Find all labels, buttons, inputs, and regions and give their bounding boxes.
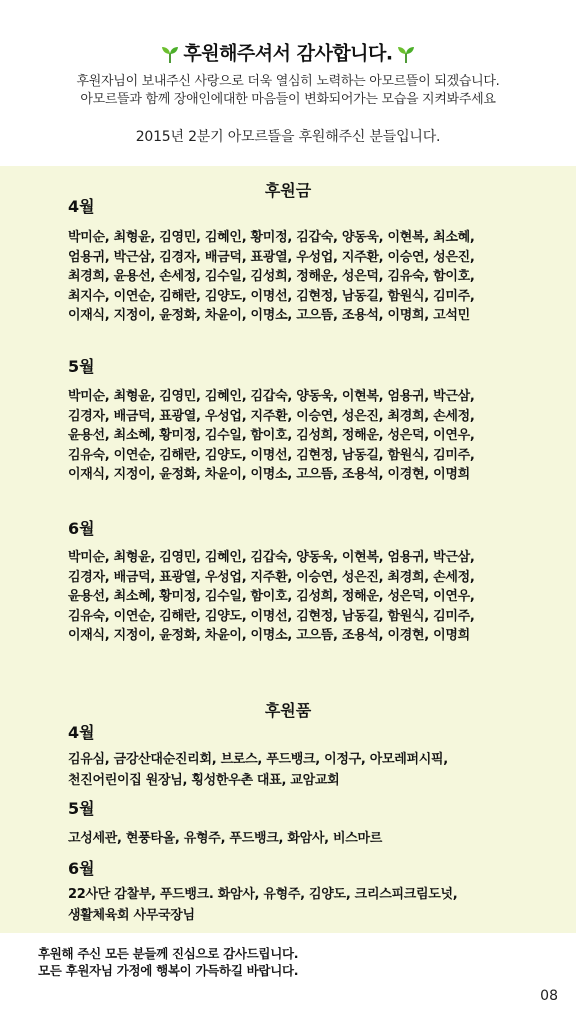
closing-line-2: 모든 후원자님 가정에 행복이 가득하길 바랍니다. bbox=[38, 963, 299, 978]
goods-june-names: 22사단 감찰부, 푸드뱅크. 화암사, 유형주, 김양도, 크리스피크림도넛, 생활체육회 사무국장님 bbox=[68, 887, 458, 923]
intro-line-2: 아모르뜰과 함께 장애인에대한 마음들이 변화되어가는 모습을 지켜봐주세요 bbox=[80, 92, 496, 107]
page-number: 08 bbox=[540, 988, 558, 1004]
closing-message bbox=[38, 945, 298, 979]
sprout-icon bbox=[396, 44, 416, 64]
donations-june-label: 6월 bbox=[68, 519, 95, 538]
donations-april-names: 박미순, 최형윤, 김영민, 김혜인, 황미정, 김갑숙, 양동욱, 이현복, 최소혜, 엄용귀, 박근삼, 김경자, 배금덕, 표광열, 우성업, 지주환, 이승연, 성은진, 최경희, 윤용선, 손세정, 김수일, 김성희, 정해운, 성은덕, 김유숙, 함이호, 최지수, 이연순, 김해란, 김양도, 이명선, 김현정, 남동길, 함원식, 김미주, 이재식, 지정이, 윤정화, 차윤이, 이명소, 고으뜸, 조용석, 이명희, 고석민 bbox=[68, 230, 475, 323]
goods-may-names: 고성세관, 현풍타올, 유형주, 푸드뱅크, 화암사, 비스마르 bbox=[68, 831, 382, 846]
goods-april-names: 김유심, 금강산대순진리회, 브로스, 푸드뱅크, 이정구, 아모레퍼시픽, 천진어린이집 원장님, 횡성한우촌 대표, 교암교회 bbox=[68, 752, 448, 788]
donations-april-label: 4월 bbox=[68, 197, 95, 216]
goods-heading: 후원품 bbox=[264, 701, 312, 720]
title-text: 후원해주셔서 감사합니다. bbox=[183, 42, 393, 65]
sprout-icon bbox=[160, 44, 180, 64]
closing-line-1: 후원해 주신 모든 분들께 진심으로 감사드립니다. bbox=[38, 946, 299, 961]
donations-june-names: 박미순, 최형윤, 김영민, 김혜인, 김갑숙, 양동욱, 이현복, 엄용귀, 박근삼, 김경자, 배금덕, 표광열, 우성업, 지주환, 이승연, 성은진, 최경희, 손세정, 윤용선, 최소혜, 황미정, 김수일, 함이호, 김성희, 정해운, 성은덕, 이연우, 김유숙, 이연순, 김해란, 김양도, 이명선, 김현정, 남동길, 함원식, 김미주, 이재식, 지정이, 윤정화, 차윤이, 이명소, 고으뜸, 조용석, 이경현, 이명희 bbox=[68, 550, 475, 643]
page-title bbox=[0, 38, 576, 68]
period-text: 2015년 2분기 아모르뜰을 후원해주신 분들입니다. bbox=[135, 129, 441, 145]
donations-may-names: 박미순, 최형윤, 김영민, 김혜인, 김갑숙, 양동욱, 이현복, 엄용귀, 박근삼, 김경자, 배금덕, 표광열, 우성업, 지주환, 이승연, 성은진, 최경희, 손세정, 윤용선, 최소혜, 황미정, 김수일, 함이호, 김성희, 정해운, 성은덕, 이연우, 김유숙, 이연순, 김해란, 김양도, 이명선, 김현정, 남동길, 함원식, 김미주, 이재식, 지정이, 윤정화, 차윤이, 이명소, 고으뜸, 조용석, 이경현, 이명희 bbox=[68, 389, 475, 482]
intro-line-1: 후원자님이 보내주신 사랑으로 더욱 열심히 노력하는 아모르뜰이 되겠습니다. bbox=[76, 74, 500, 89]
page-header bbox=[0, 38, 576, 146]
donations-heading: 후원금 bbox=[264, 181, 312, 200]
goods-april-label: 4월 bbox=[68, 723, 95, 742]
goods-june-label: 6월 bbox=[68, 859, 95, 878]
intro-text bbox=[0, 73, 576, 109]
goods-may-label: 5월 bbox=[68, 799, 95, 818]
donor-list-panel bbox=[0, 166, 576, 933]
donations-may-label: 5월 bbox=[68, 357, 95, 376]
